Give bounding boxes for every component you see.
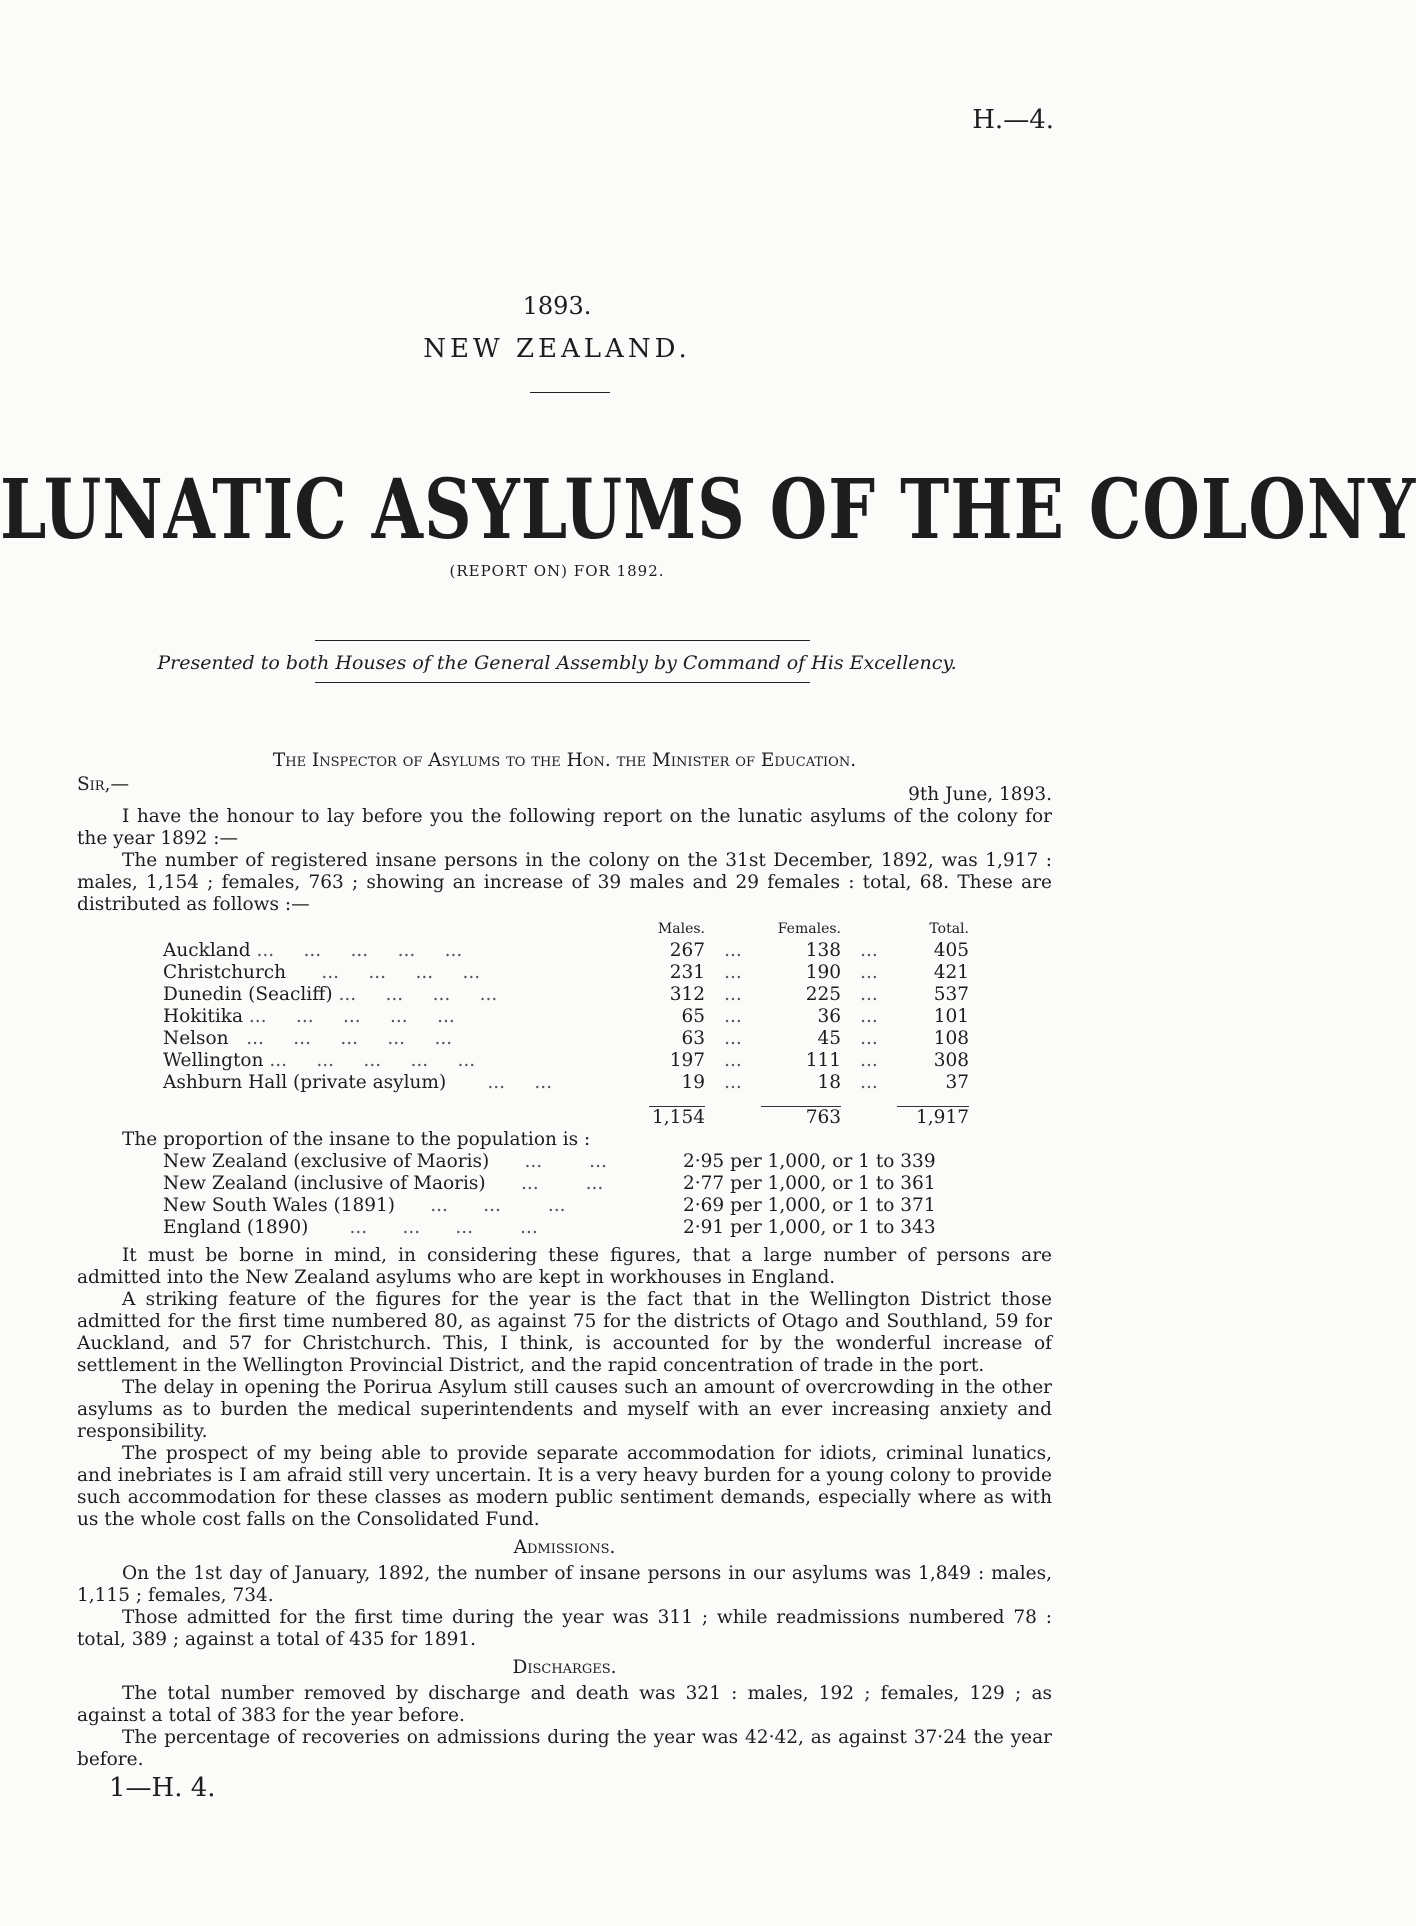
table-row: Auckland ... ... ... ... ... 267 ... 138 ... 405 <box>163 940 969 961</box>
proportion-table <box>163 1151 936 1239</box>
page-subtitle: (REPORT ON) FOR 1892. <box>449 562 665 580</box>
paragraph-discharges-1: The total number removed by discharge and death was 321 : males, 192 ; females, 129 ; as against a total of 383 for the year before. <box>77 1682 1052 1726</box>
col-header-females: Females. <box>777 921 841 937</box>
letter-date: 9th June, 1893. <box>908 784 1052 805</box>
title-divider <box>530 392 610 393</box>
table-totals-row: 1,154 763 1,917 <box>652 1106 969 1128</box>
col-header-total: Total. <box>929 921 969 937</box>
paragraph-registered: The number of registered insane persons in the colony on the 31st December, 1892, was 1,917 : males, 1,154 ; females, 763 ; showing an increase of 39 males and 29 females : total, 68. These are distributed as follows :— <box>77 850 1052 915</box>
signature-mark: 1—H. 4. <box>109 1772 216 1803</box>
asylum-table <box>163 918 969 1129</box>
paragraph-workhouses: It must be borne in mind, in considering these figures, that a large number of persons are admitted into the New Zealand asylums who are kept in workhouses in England. <box>77 1244 1052 1288</box>
proportion-intro: The proportion of the insane to the population is : <box>122 1128 591 1150</box>
paragraph-discharges-2: The percentage of recoveries on admissions during the year was 42·42, as against 37·24 the year before. <box>77 1726 1052 1770</box>
table-row: New Zealand (inclusive of Maoris) ... ... 2·77 per 1,000, or 1 to 361 <box>163 1172 936 1194</box>
table-row: New South Wales (1891) ... ... ... 2·69 per 1,000, or 1 to 371 <box>163 1194 936 1216</box>
paragraph-accommodation: The prospect of my being able to provide separate accommodation for idiots, criminal lunatics, and inebriates is I am afraid still very uncertain. It is a very heavy burden for a young colony to provide such accommodation for these classes as modern public sentiment demands, especially where as with us the whole cost falls on the Consolidated Fund. <box>77 1442 1052 1530</box>
table-row: Ashburn Hall (private asylum) ... ... 19 ... 18 ... 37 <box>163 1072 969 1093</box>
table-row: Christchurch ... ... ... ... 231 ... 190 ... 421 <box>163 962 969 983</box>
table-row: England (1890) ... ... ... ... 2·91 per 1,000, or 1 to 343 <box>163 1216 936 1238</box>
table-row: Wellington ... ... ... ... ... 197 ... 111 ... 308 <box>163 1050 969 1071</box>
section-heading-admissions: Admissions. <box>513 1536 616 1558</box>
paragraph-admissions-1: On the 1st day of January, 1892, the number of insane persons in our asylums was 1,849 : males, 1,115 ; females, 734. <box>77 1562 1052 1606</box>
salutation: Sir,— <box>77 774 129 795</box>
paragraph-porirua: The delay in opening the Porirua Asylum still causes such an amount of overcrowding in the other asylums as to burden the medical superintendents and myself with an ever increasing anxiety and responsibility. <box>77 1376 1052 1442</box>
paragraph-wellington: A striking feature of the figures for the year is the fact that in the Wellington District those admitted for the first time numbered 80, as against 75 for the districts of Otago and Southland, 59 for Auckland, and 57 for Christchurch. This, I think, is accounted for by the wonderful increase of settlement in the Wellington Provincial District, and the rapid concentration of trade in the port. <box>77 1288 1052 1376</box>
salutation-row <box>77 774 1052 806</box>
report-year: 1893. <box>522 292 592 320</box>
paragraph-admissions-2: Those admitted for the first time during the year was 311 ; while readmissions numbered 78 : total, 389 ; against a total of 435 for 1891. <box>77 1606 1052 1650</box>
col-header-males: Males. <box>657 921 705 937</box>
paragraph-intro: I have the honour to lay before you the following report on the lunatic asylums of the colony for the year 1892 :— <box>77 806 1052 849</box>
table-row: Nelson ... ... ... ... ... 63 ... 45 ... 108 <box>163 1028 969 1049</box>
page-reference: H.—4. <box>972 105 1054 135</box>
presented-line: Presented to both Houses of the General Assembly by Command of His Excellency. <box>157 652 957 674</box>
country-heading: NEW ZEALAND. <box>423 334 691 364</box>
table-row: Hokitika ... ... ... ... ... 65 ... 36 ... 101 <box>163 1006 969 1027</box>
presented-rule-top <box>315 640 810 641</box>
section-heading-discharges: Discharges. <box>512 1656 617 1678</box>
report-body <box>77 750 1052 1803</box>
table-row: Dunedin (Seacliff) ... ... ... ... 312 ... 225 ... 537 <box>163 984 969 1005</box>
table-row: New Zealand (exclusive of Maoris) ... ... 2·95 per 1,000, or 1 to 339 <box>163 1150 936 1172</box>
page-title: LUNATIC ASYLUMS OF THE COLONY <box>0 460 1416 558</box>
letter-addressee: The Inspector of Asylums to the Hon. the Minister of Education. <box>272 750 857 771</box>
presented-rule-bottom <box>315 682 810 683</box>
